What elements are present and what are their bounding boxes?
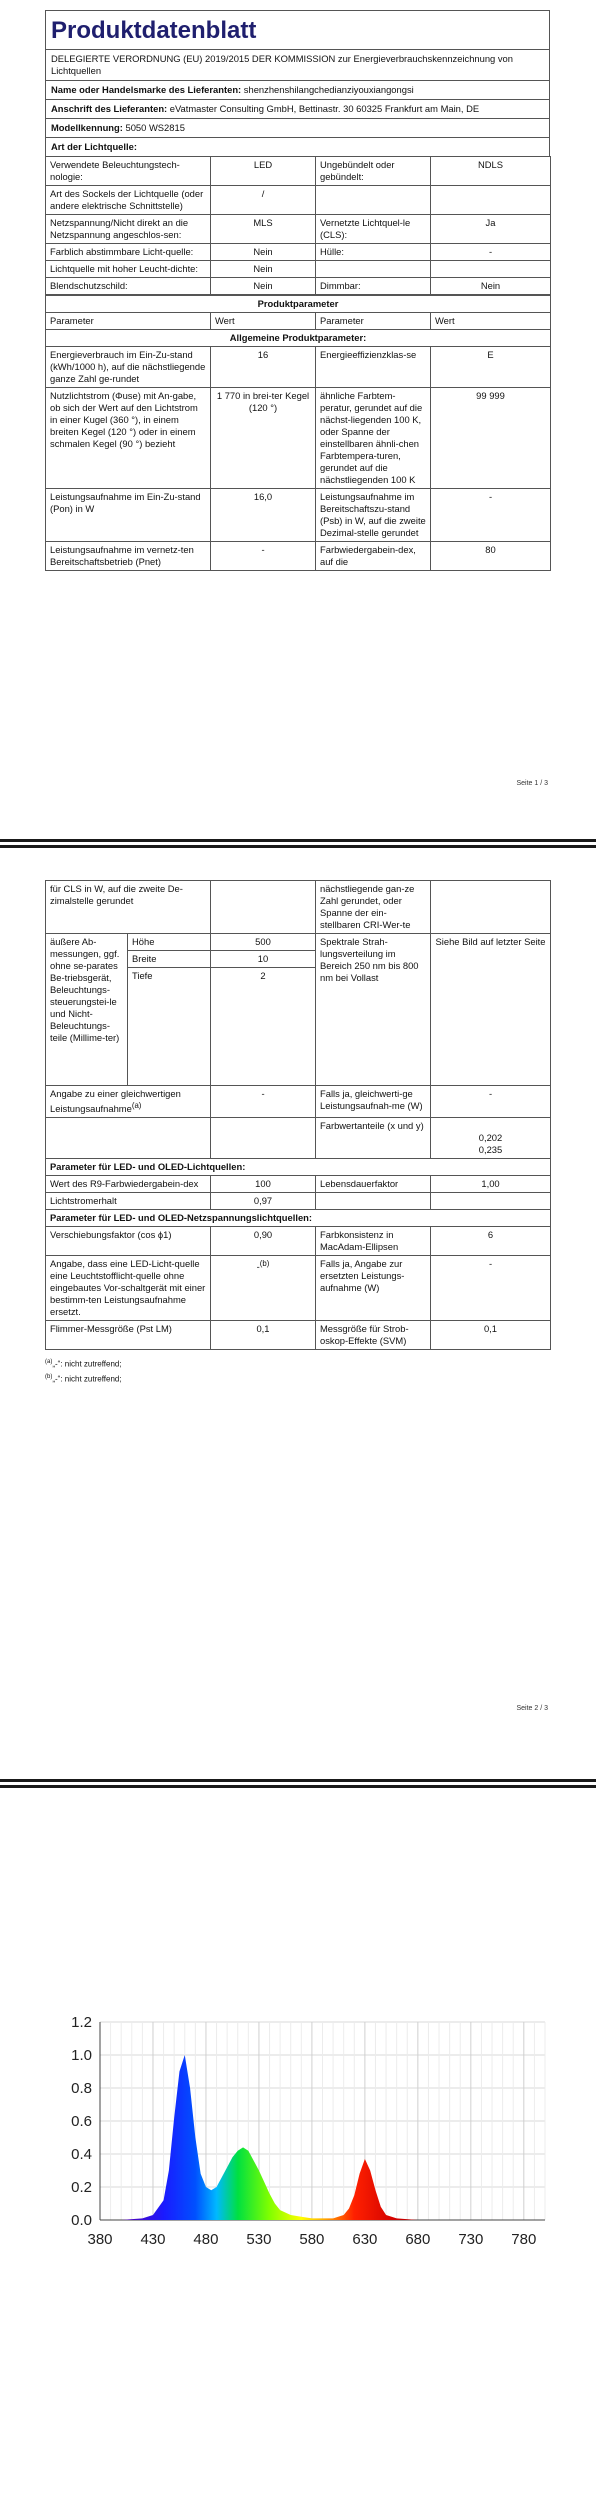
chromaticity-label: Farbwertanteile (x und y) bbox=[316, 1118, 431, 1159]
type-param-label-2: Dimmbar: bbox=[316, 278, 431, 295]
y-tick-label: 0.4 bbox=[71, 2146, 92, 2163]
flicker-value: 0,1 bbox=[211, 1321, 316, 1350]
type-param-label-2 bbox=[316, 261, 431, 278]
light-source-type-row bbox=[46, 261, 551, 278]
type-param-label: Netzspannung/Nicht direkt an die Netzspannung angeschlos-sen: bbox=[46, 215, 211, 244]
x-tick-label: 430 bbox=[140, 2231, 166, 2248]
type-param-value: Nein bbox=[211, 278, 316, 295]
general-param-value: 1 770 in brei-ter Kegel (120 °) bbox=[211, 388, 316, 489]
light-source-type-row bbox=[46, 278, 551, 295]
type-param-label-2 bbox=[316, 186, 431, 215]
equivalent-power-value: - bbox=[211, 1086, 316, 1118]
light-source-type-row bbox=[46, 157, 551, 186]
footnote-a: $^{(a)}$„-“: nicht zutreffend; bbox=[45, 1359, 122, 1369]
stroboscopic-value: 0,1 bbox=[431, 1321, 551, 1350]
x-tick-label: 480 bbox=[193, 2231, 219, 2248]
general-param-value-2: E bbox=[431, 347, 551, 388]
color-consistency-label: Farbkonsistenz in MacAdam-Ellipsen bbox=[316, 1227, 431, 1256]
dim-depth-value: 2 bbox=[211, 968, 316, 1086]
spectral-distribution-chart bbox=[55, 2010, 565, 2260]
chromaticity-y: 0,235 bbox=[478, 1144, 503, 1156]
dim-height-label: Höhe bbox=[128, 934, 211, 951]
model-value: 5050 WS2815 bbox=[125, 122, 185, 133]
x-tick-label: 380 bbox=[87, 2231, 113, 2248]
type-param-value: Nein bbox=[211, 244, 316, 261]
x-tick-label: 530 bbox=[246, 2231, 272, 2248]
supplier-name-row bbox=[45, 80, 550, 99]
supplier-name-value: shenzhenshilangchedianziyouxiangongsi bbox=[243, 84, 414, 95]
page-2 bbox=[0, 875, 596, 1775]
type-param-value-2 bbox=[431, 261, 551, 278]
datasheet-page-2 bbox=[45, 880, 550, 1385]
cri-cont-label: nächstliegende gan-ze Zahl gerundet, oder Spanne der ein-stellbaren CRI-Wer-te bbox=[316, 881, 431, 934]
spectral-value: Siehe Bild auf letzter Seite bbox=[431, 934, 551, 1086]
page-number: Seite 2 / 3 bbox=[516, 1705, 548, 1712]
light-source-type-head: Art der Lichtquelle: bbox=[45, 137, 550, 156]
y-tick-label: 1.0 bbox=[71, 2047, 92, 2064]
product-parameters-table bbox=[45, 295, 551, 571]
general-param-value: 16 bbox=[211, 347, 316, 388]
dim-height-value: 500 bbox=[211, 934, 316, 951]
chromaticity-x: 0,202 bbox=[478, 1132, 503, 1144]
type-param-label: Verwendete Beleuchtungstech-nologie: bbox=[46, 157, 211, 186]
type-param-value-2: Nein bbox=[431, 278, 551, 295]
x-tick-label: 730 bbox=[458, 2231, 484, 2248]
footnote-ref-b: (b) bbox=[259, 1259, 270, 1269]
type-param-label-2: Vernetzte Lichtquel-le (CLS): bbox=[316, 215, 431, 244]
footnotes bbox=[45, 1356, 550, 1385]
general-parameter-row bbox=[46, 542, 551, 571]
displacement-factor-label: Verschiebungsfaktor (cos ϕ1) bbox=[46, 1227, 211, 1256]
model-label: Modellkennung: bbox=[51, 122, 123, 133]
col-header-value: Wert bbox=[211, 313, 316, 330]
type-param-label-2: Hülle: bbox=[316, 244, 431, 261]
page-separator bbox=[0, 835, 596, 875]
lifetime-factor-label: Lebensdauerfaktor bbox=[316, 1176, 431, 1193]
general-param-label: Leistungsaufnahme im vernetz-ten Bereitschaftsbetrieb (Pnet) bbox=[46, 542, 211, 571]
type-param-value: LED bbox=[211, 157, 316, 186]
replaced-power-value: - bbox=[431, 1256, 551, 1321]
x-tick-label: 780 bbox=[511, 2231, 537, 2248]
page-title: Produktdatenblatt bbox=[45, 10, 550, 49]
col-header-parameter: Parameter bbox=[46, 313, 211, 330]
displacement-factor-value: 0,90 bbox=[211, 1227, 316, 1256]
type-param-value-2: - bbox=[431, 244, 551, 261]
equivalent-power-r-label: Falls ja, gleichwerti-ge Leistungsaufnah-me (W) bbox=[316, 1086, 431, 1118]
stroboscopic-label: Messgröße für Strob-oskop-Effekte (SVM) bbox=[316, 1321, 431, 1350]
datasheet-page-1 bbox=[45, 10, 550, 571]
general-param-value-2: 99 999 bbox=[431, 388, 551, 489]
general-param-label: Leistungsaufnahme im Ein-Zu-stand (Pon) in W bbox=[46, 489, 211, 542]
dimensions-label: äußere Ab-messungen, ggf. ohne se-parates Be-triebsgerät, Beleuchtungs-steuerungstei-le und Nicht-Beleuchtungs-teile (Millime-ter) bbox=[46, 934, 128, 1086]
supplier-address-row bbox=[45, 99, 550, 118]
general-param-label: Nutzlichtstrom (Φuse) mit An-gabe, ob sich der Wert auf den Lichtstrom in einer Kugel (360 °), in einem breiten Kegel (120 °) oder in einem schmalen Kegel (90 °) bezieht bbox=[46, 388, 211, 489]
light-source-type-row bbox=[46, 215, 551, 244]
led-replacement-label: Angabe, dass eine LED-Licht-quelle eine Leuchtstofflicht-quelle ohne eingebautes Vor-schaltgerät mit einer bestimm-ten Leistungsaufnahme ersetzt. bbox=[46, 1256, 211, 1321]
r9-label: Wert des R9-Farbwiedergabein-dex bbox=[46, 1176, 211, 1193]
y-tick-label: 0.8 bbox=[71, 2080, 92, 2097]
product-parameters-continued-table bbox=[45, 880, 551, 1350]
supplier-name-label: Name oder Handelsmarke des Lieferanten: bbox=[51, 84, 242, 95]
col-header-parameter-2: Parameter bbox=[316, 313, 431, 330]
general-param-label-2: Farbwiedergabein-dex, auf die bbox=[316, 542, 431, 571]
cls-power-cont-label: für CLS in W, auf die zweite De-zimalstelle gerundet bbox=[46, 881, 211, 934]
type-param-label: Lichtquelle mit hoher Leucht-dichte: bbox=[46, 261, 211, 278]
general-param-value-2: 80 bbox=[431, 542, 551, 571]
x-tick-label: 630 bbox=[352, 2231, 378, 2248]
supplier-address-value: eVatmaster Consulting GmbH, Bettinastr. 30 60325 Frankfurt am Main, DE bbox=[169, 103, 480, 114]
general-param-label-2: Leistungsaufnahme im Bereitschaftszu-stand (Psb) in W, auf die zweite Dezimal-stelle gerundet bbox=[316, 489, 431, 542]
y-tick-label: 0.2 bbox=[71, 2179, 92, 2196]
supplier-address-label: Anschrift des Lieferanten: bbox=[51, 103, 168, 114]
equivalent-power-r-value: - bbox=[431, 1086, 551, 1118]
lifetime-factor-value: 1,00 bbox=[431, 1176, 551, 1193]
col-header-value-2: Wert bbox=[431, 313, 551, 330]
general-param-value: - bbox=[211, 542, 316, 571]
type-param-value: Nein bbox=[211, 261, 316, 278]
replaced-power-label: Falls ja, Angabe zur ersetzten Leistungs-aufnahme (W) bbox=[316, 1256, 431, 1321]
type-param-label: Blendschutzschild: bbox=[46, 278, 211, 295]
spectrum-chart-svg bbox=[55, 2010, 565, 2260]
light-source-type-row bbox=[46, 186, 551, 215]
type-param-value-2: Ja bbox=[431, 215, 551, 244]
flicker-label: Flimmer-Messgröße (Pst LM) bbox=[46, 1321, 211, 1350]
model-row bbox=[45, 118, 550, 137]
type-param-label: Farblich abstimmbare Licht-quelle: bbox=[46, 244, 211, 261]
r9-value: 100 bbox=[211, 1176, 316, 1193]
general-parameter-row bbox=[46, 388, 551, 489]
y-tick-label: 1.2 bbox=[71, 2014, 92, 2031]
type-param-label-2: Ungebündelt oder gebündelt: bbox=[316, 157, 431, 186]
general-parameter-row bbox=[46, 489, 551, 542]
x-tick-label: 680 bbox=[405, 2231, 431, 2248]
dim-width-value: 10 bbox=[211, 951, 316, 968]
chromaticity-value bbox=[431, 1118, 551, 1159]
general-param-value-2: - bbox=[431, 489, 551, 542]
type-param-value-2: NDLS bbox=[431, 157, 551, 186]
equivalent-power-label: Angabe zu einer gleichwertigen Leistungsaufnahme$^{(a)}$ bbox=[46, 1086, 211, 1118]
general-param-label-2: ähnliche Farbtem-peratur, gerundet auf die nächst-liegenden 100 K, oder Spanne der einstellbaren ähnli-chen Farbtempera-turen, gerundet auf die nächstliegenden 100 K bbox=[316, 388, 431, 489]
mains-led-parameters-head: Parameter für LED- und OLED-Netzspannungslichtquellen: bbox=[46, 1210, 551, 1227]
spectral-label: Spektrale Strah-lungsverteilung im Bereich 250 nm bis 800 nm bei Vollast bbox=[316, 934, 431, 1086]
footnote-b: $^{(b)}$„-“: nicht zutreffend; bbox=[45, 1373, 122, 1384]
y-tick-label: 0.0 bbox=[71, 2212, 92, 2229]
general-param-label: Energieverbrauch im Ein-Zu-stand (kWh/1000 h), auf die nächstliegende ganze Zahl ge-rundet bbox=[46, 347, 211, 388]
led-parameters-head: Parameter für LED- und OLED-Lichtquellen: bbox=[46, 1159, 551, 1176]
page-separator bbox=[0, 1775, 596, 1815]
type-param-value: / bbox=[211, 186, 316, 215]
page-1 bbox=[0, 0, 596, 835]
dim-width-label: Breite bbox=[128, 951, 211, 968]
lumen-maintenance-label: Lichtstromerhalt bbox=[46, 1193, 211, 1210]
regulation-text: DELEGIERTE VERORDNUNG (EU) 2019/2015 DER KOMMISSION zur Energieverbrauchskennzeichnung von Lichtquellen bbox=[45, 49, 550, 80]
light-source-type-row bbox=[46, 244, 551, 261]
y-tick-label: 0.6 bbox=[71, 2113, 92, 2130]
type-param-label: Art des Sockels der Lichtquelle (oder andere elektrische Schnittstelle) bbox=[46, 186, 211, 215]
general-param-value: 16,0 bbox=[211, 489, 316, 542]
type-param-value-2 bbox=[431, 186, 551, 215]
lumen-maintenance-value: 0,97 bbox=[211, 1193, 316, 1210]
led-replacement-value: -$^{(b)}$ bbox=[211, 1256, 316, 1321]
x-tick-label: 580 bbox=[299, 2231, 325, 2248]
color-consistency-value: 6 bbox=[431, 1227, 551, 1256]
light-source-type-table bbox=[45, 156, 551, 295]
general-param-label-2: Energieeffizienzklas-se bbox=[316, 347, 431, 388]
footnote-ref-a: (a) bbox=[131, 1101, 142, 1110]
type-param-value: MLS bbox=[211, 215, 316, 244]
dim-depth-label: Tiefe bbox=[128, 968, 211, 1086]
page-number: Seite 1 / 3 bbox=[516, 780, 548, 787]
product-parameters-head: Produktparameter bbox=[46, 296, 551, 313]
general-parameters-head: Allgemeine Produktparameter: bbox=[46, 330, 551, 347]
general-parameter-row bbox=[46, 347, 551, 388]
